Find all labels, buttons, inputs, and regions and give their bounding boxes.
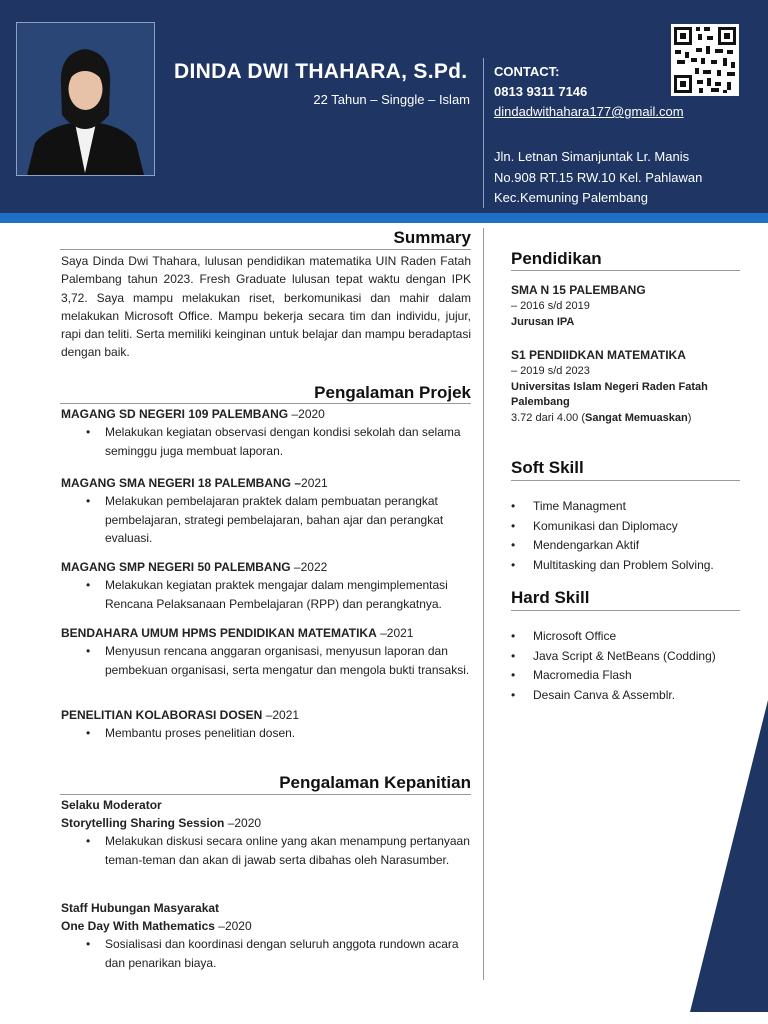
education-school: SMA N 15 PALEMBANG xyxy=(511,283,646,297)
address-block xyxy=(494,147,702,209)
column-divider xyxy=(483,228,484,980)
project-bullet: • Membantu proses penelitian dosen. xyxy=(61,724,473,743)
soft-skill-list xyxy=(511,497,751,575)
project-heading xyxy=(61,624,473,642)
education-title: Pendidikan xyxy=(511,249,602,268)
hard-skill-rule xyxy=(511,610,740,611)
hard-skill-item: • Desain Canva & Assemblr. xyxy=(511,686,751,706)
projects-rule xyxy=(60,403,471,404)
summary-title: Summary xyxy=(393,228,471,247)
project-title: PENELITIAN KOLABORASI DOSEN xyxy=(61,708,263,722)
soft-skill-rule xyxy=(511,480,740,481)
contact-block xyxy=(494,62,684,122)
education-detail: Jurusan IPA xyxy=(511,315,575,328)
address-line: Kec.Kemuning Palembang xyxy=(494,190,648,205)
education-school: S1 PENDIIDKAN MATEMATIKA xyxy=(511,348,686,362)
address-line: Jln. Letnan Simanjuntak Lr. Manis xyxy=(494,149,690,164)
project-heading xyxy=(61,405,473,423)
soft-skill-item: • Komunikasi dan Diplomacy xyxy=(511,517,751,537)
hard-skill-title: Hard Skill xyxy=(511,588,590,607)
committee-role: Selaku Moderator xyxy=(61,798,162,812)
project-heading xyxy=(61,706,473,724)
qr-code-icon xyxy=(671,24,739,96)
header-stripe xyxy=(0,213,768,223)
soft-skill-item: • Time Managment xyxy=(511,497,751,517)
contact-phone: 0813 9311 7146 xyxy=(494,84,588,99)
project-year: –2021 xyxy=(376,626,414,640)
address-line: No.908 RT.15 RW.10 Kel. Pahlawan xyxy=(494,169,703,185)
gpa-close: ) xyxy=(687,411,692,424)
committee-item xyxy=(61,899,473,972)
hard-skill-item: • Microsoft Office xyxy=(511,627,751,647)
project-title: MAGANG SMA NEGERI 18 PALEMBANG – xyxy=(61,476,302,490)
education-period: – 2016 s/d 2019 xyxy=(511,300,590,312)
project-item xyxy=(61,706,473,743)
contact-label: CONTACT: xyxy=(494,64,560,79)
project-heading xyxy=(61,474,473,492)
committee-event xyxy=(61,814,473,832)
project-item xyxy=(61,558,473,613)
header-divider xyxy=(483,58,484,208)
project-title: MAGANG SD NEGERI 109 PALEMBANG xyxy=(61,407,289,421)
soft-skill-item: • Mendengarkan Aktif xyxy=(511,536,751,556)
education-item xyxy=(511,281,741,330)
committee-event-title: One Day With Mathematics xyxy=(61,919,215,933)
project-item xyxy=(61,405,473,460)
committee-title: Pengalaman Kepanitian xyxy=(279,773,471,792)
committee-year: –2020 xyxy=(224,816,262,830)
project-year: –2022 xyxy=(290,560,328,574)
project-bullet: • Melakukan kegiatan praktek mengajar dalam mengimplementasi Rencana Pelaksanaan Pembelajaran (RPP) dan perangkatnya. xyxy=(61,576,473,613)
committee-event xyxy=(61,917,473,935)
contact-email-link[interactable]: dindadwithahara177@gmail.com xyxy=(494,104,684,119)
committee-bullet: • Melakukan diskusi secara online yang akan menampung pertanyaan teman-teman dan akan di jawab serta dibahas oleh Narasumber. xyxy=(61,832,473,869)
education-rule xyxy=(511,270,740,271)
project-year: –2020 xyxy=(288,407,325,421)
committee-rule xyxy=(60,794,471,795)
project-year: 2021 xyxy=(301,476,328,490)
education-detail: Universitas Islam Negeri Raden Fatah Palembang xyxy=(511,380,708,408)
profile-photo xyxy=(16,22,155,176)
summary-rule xyxy=(60,249,471,250)
project-item xyxy=(61,624,473,679)
project-year: –2021 xyxy=(262,708,300,722)
project-bullet: • Melakukan pembelajaran praktek dalam pembuatan perangkat pembelajaran, strategi pembelajaran, bahan ajar dan perangkat evaluasi. xyxy=(61,492,473,548)
committee-bullet: • Sosialisasi dan koordinasi dengan seluruh anggota rundown acara dan penarikan biaya. xyxy=(61,935,473,972)
projects-title: Pengalaman Projek xyxy=(314,383,471,402)
project-bullet: • Menyusun rencana anggaran organisasi, menyusun laporan dan pembekuan organisasi, serta mengatur dan mengola bukti transaksi. xyxy=(61,642,473,679)
committee-year: –2020 xyxy=(214,919,252,933)
hard-skill-item: • Java Script & NetBeans (Codding) xyxy=(511,647,751,667)
project-title: BENDAHARA UMUM HPMS PENDIDIKAN MATEMATIKA xyxy=(61,626,377,640)
project-title: MAGANG SMP NEGERI 50 PALEMBANG xyxy=(61,560,291,574)
soft-skill-title: Soft Skill xyxy=(511,458,584,477)
gpa-predicate: Sangat Memuaskan xyxy=(585,411,688,424)
committee-item xyxy=(61,796,473,869)
soft-skill-item: • Multitasking dan Problem Solving. xyxy=(511,556,751,576)
summary-text: Saya Dinda Dwi Thahara, lulusan pendidikan matematika UIN Raden Fatah Palembang tahun 2023. Fresh Graduate lulusan tepat waktu dengan IPK 3,72. Saya mampu melakukan riset, berkomunikasi dan mahir dalam melakukan Microsoft Office. Mampu bekerja secara tim dan individu, jujur, rapi dan teliti. Serta memiliki keinginan untuk belajar dan mampu beradaptasi dengan baik. xyxy=(61,254,471,360)
education-item xyxy=(511,346,741,426)
project-bullet: • Melakukan kegiatan observasi dengan kondisi sekolah dan selama seminggu juga membuat laporan. xyxy=(61,423,473,460)
project-item xyxy=(61,474,473,548)
committee-event-title: Storytelling Sharing Session xyxy=(61,816,225,830)
project-heading xyxy=(61,558,473,576)
candidate-name: DINDA DWI THAHARA, S.Pd. xyxy=(174,60,468,83)
education-gpa xyxy=(511,411,741,427)
candidate-subtitle: 22 Tahun – Singgle – Islam xyxy=(313,92,470,107)
gpa-value: 3.72 dari 4.00 ( xyxy=(511,411,585,424)
education-period: – 2019 s/d 2023 xyxy=(511,365,590,377)
hard-skill-item: • Macromedia Flash xyxy=(511,666,751,686)
committee-role: Staff Hubungan Masyarakat xyxy=(61,901,220,915)
hard-skill-list xyxy=(511,627,751,705)
